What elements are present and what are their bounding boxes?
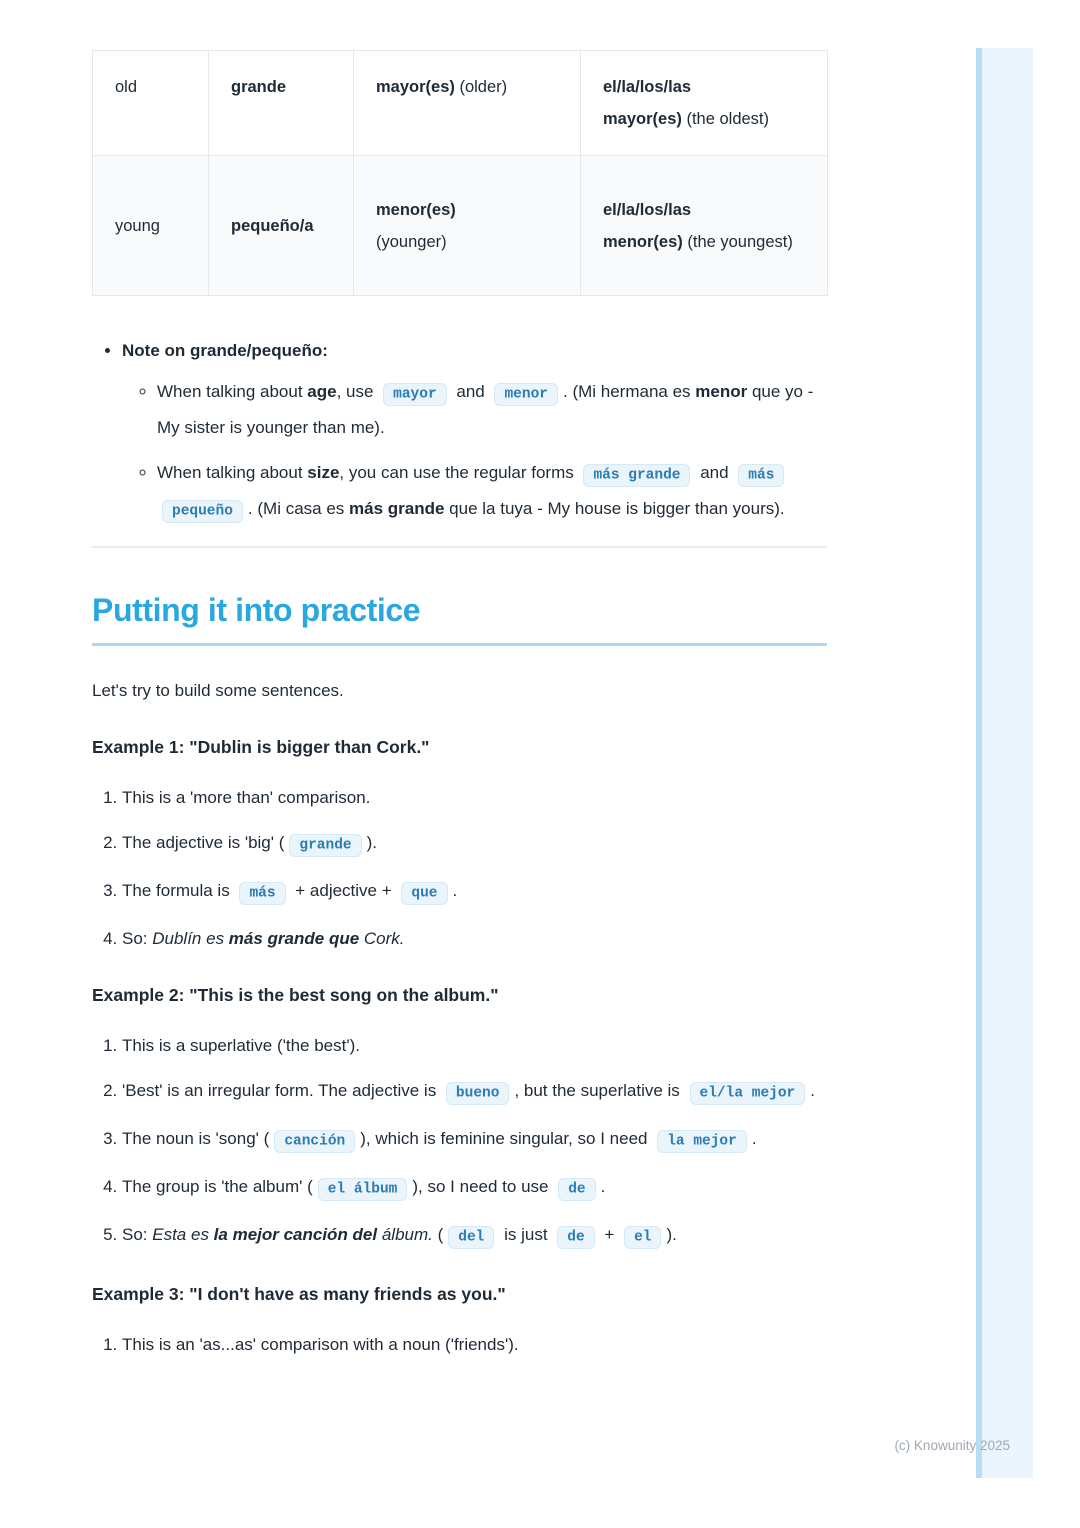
table-row [93, 51, 828, 156]
cell-text-bold: el/la/los/las [603, 200, 692, 219]
cell-text: (the youngest) [682, 232, 793, 251]
text: que yo - My sister is younger than me). [157, 382, 814, 437]
cell-text: (older) [454, 78, 508, 96]
list-item [122, 1029, 827, 1062]
text-bold: menor [695, 382, 748, 401]
cell-comparative [354, 51, 581, 156]
inline-code-chip: el álbum [318, 1178, 408, 1201]
inline-code-chip: menor [494, 383, 558, 406]
note-list [92, 334, 827, 528]
text: The formula is [122, 881, 235, 900]
inline-code-chip: bueno [446, 1082, 510, 1105]
copyright-notice: (c) Knowunity 2025 [894, 1438, 1010, 1453]
inline-code-chip: mayor [383, 383, 447, 406]
example1-steps [92, 781, 827, 955]
text: , but the superlative is [514, 1081, 685, 1100]
section-heading: Putting it into practice [92, 592, 827, 646]
cell-text: (the oldest) [681, 110, 769, 128]
table-row [93, 156, 828, 296]
list-item [122, 874, 827, 910]
text: This is an 'as...as' comparison with a noun ('friends'). [122, 1335, 519, 1354]
text-bold: size [307, 463, 340, 482]
list-item [122, 826, 827, 862]
inline-code-chip: más grande [583, 464, 690, 487]
text: ( [432, 1225, 444, 1244]
text: que la tuya - My house is bigger than yours). [444, 499, 785, 518]
list-item [122, 1074, 827, 1110]
text: . (Mi casa es [247, 499, 350, 518]
text: . [452, 881, 458, 900]
example1-heading: Example 1: "Dublin is bigger than Cork." [92, 737, 430, 757]
cell-text-bold: el/la/los/las [603, 78, 692, 96]
text-italic: Dublín es [152, 929, 229, 948]
text: 'Best' is an irregular form. The adjective is [122, 1081, 441, 1100]
text-bold-italic: más grande que [228, 929, 360, 948]
text: When talking about [157, 382, 308, 401]
cell-text-bold: menor(es) [603, 232, 683, 251]
note-title: Note on grande/pequeño: [122, 341, 328, 360]
comparison-table [92, 50, 828, 296]
cell-text: (younger) [376, 232, 447, 251]
example2-heading: Example 2: "This is the best song on the album." [92, 985, 499, 1005]
text: The group is 'the album' ( [122, 1177, 313, 1196]
page-edge-panel [976, 48, 1033, 1478]
text: So: [122, 929, 153, 948]
note-sub-bullet-size [157, 456, 827, 528]
text: ), which is feminine singular, so I need [360, 1129, 653, 1148]
example2-steps [92, 1029, 827, 1254]
inline-code-chip: que [401, 882, 447, 905]
text: So: [122, 1225, 153, 1244]
text: The noun is 'song' ( [122, 1129, 270, 1148]
cell-text-bold: mayor(es) [376, 78, 455, 96]
text-italic: Esta es [152, 1225, 214, 1244]
inline-code-chip: de [557, 1226, 594, 1249]
cell-comparative [354, 156, 581, 296]
cell-superlative [581, 51, 828, 156]
text: This is a superlative ('the best'). [122, 1036, 360, 1055]
text: , you can use the regular forms [339, 463, 579, 482]
note-sub-list [122, 375, 827, 528]
text-bold-italic: la mejor canción del [213, 1225, 378, 1244]
note-sub-bullet-age [157, 375, 827, 444]
text: + [599, 1225, 620, 1244]
text: and [695, 463, 734, 482]
inline-code-chip: más [239, 882, 285, 905]
cell-text-bold: menor(es) [376, 200, 456, 219]
list-item [122, 781, 827, 814]
text: ). [366, 833, 378, 852]
cell-adjective [209, 51, 354, 156]
text: . [751, 1129, 757, 1148]
text: The adjective is 'big' ( [122, 833, 285, 852]
text: ). [666, 1225, 677, 1244]
text-bold: age [307, 382, 337, 401]
text: ), so I need to use [412, 1177, 554, 1196]
text: When talking about [157, 463, 308, 482]
cell-adjective [209, 156, 354, 296]
list-item [122, 1170, 827, 1206]
text: + adjective + [290, 881, 397, 900]
list-item [122, 1328, 827, 1361]
text-italic: álbum. [377, 1225, 433, 1244]
cell-text: young [115, 216, 160, 235]
intro-text: Let's try to build some sentences. [92, 681, 344, 700]
text-bold: más grande [349, 499, 445, 518]
example3-steps [92, 1328, 827, 1361]
text: and [451, 382, 490, 401]
example3-heading: Example 3: "I don't have as many friends as you." [92, 1284, 506, 1304]
cell-text: old [115, 78, 138, 96]
list-item [122, 1122, 827, 1158]
inline-code-chip: canción [274, 1130, 355, 1153]
cell-text: pequeño/a [231, 216, 314, 235]
text: . [600, 1177, 606, 1196]
inline-code-chip: grande [289, 834, 361, 857]
text: This is a 'more than' comparison. [122, 788, 371, 807]
note-bullet [122, 334, 827, 528]
text: . (Mi hermana es [563, 382, 696, 401]
inline-code-chip: del [448, 1226, 494, 1249]
document-content [92, 0, 827, 1373]
text: is just [499, 1225, 553, 1244]
cell-english [93, 51, 209, 156]
page-edge-strip [976, 48, 982, 1478]
list-item [122, 922, 827, 955]
text: . [810, 1081, 815, 1100]
cell-text: grande [231, 78, 287, 96]
inline-code-chip: más pequeño [162, 464, 784, 523]
text-italic: Cork. [359, 929, 405, 948]
inline-code-chip: el [624, 1226, 661, 1249]
inline-code-chip: la mejor [657, 1130, 747, 1153]
cell-english [93, 156, 209, 296]
section-divider [92, 546, 827, 548]
list-item [122, 1218, 827, 1254]
inline-code-chip: el/la mejor [690, 1082, 806, 1105]
inline-code-chip: de [558, 1178, 595, 1201]
cell-superlative [581, 156, 828, 296]
cell-text-bold: mayor(es) [603, 110, 682, 128]
text: , use [336, 382, 379, 401]
